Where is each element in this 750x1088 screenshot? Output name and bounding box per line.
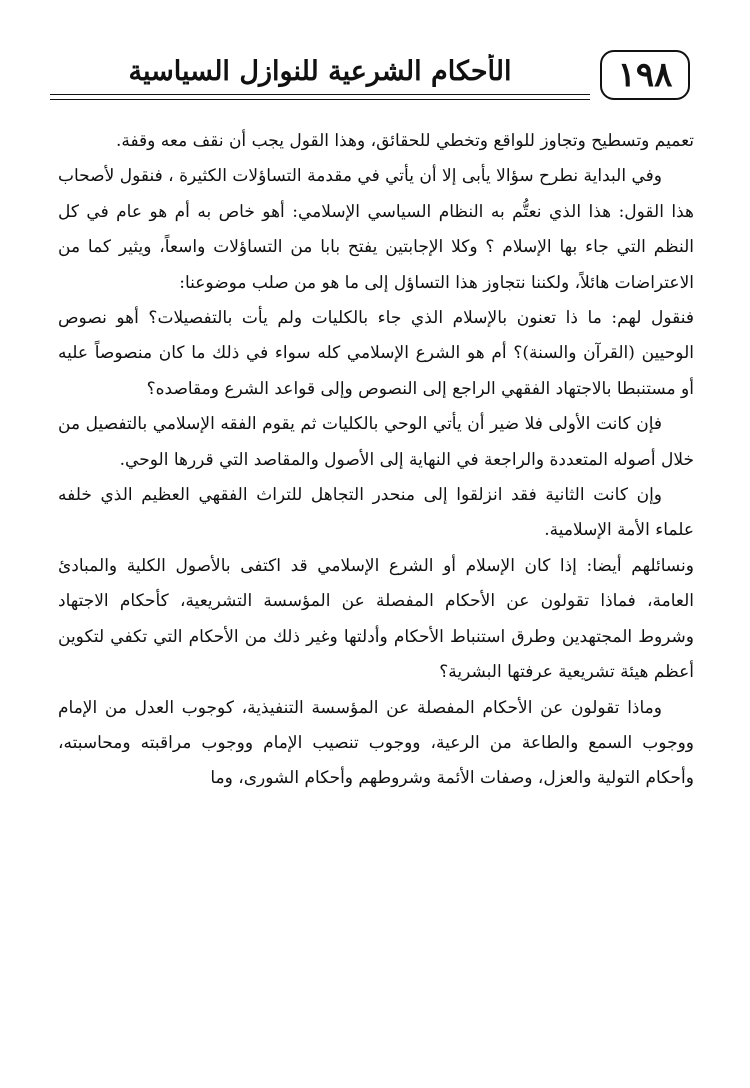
paragraph: ونسائلهم أيضا: إذا كان الإسلام أو الشرع الإسلامي قد اكتفى بالأصول الكلية والمبادئ العامة، فماذا تقولون عن الأحكام المفصلة عن المؤسسة التشريعية، كأحكام الاجتهاد وشروط المجتهدين وطرق استنباط الأحكام وأدلتها وغير ذلك من الأحكام التي تكفي لتكوين أعظم هيئة تشريعية عرفتها البشرية؟	[58, 555, 694, 683]
page-number: ١٩٨	[600, 50, 690, 100]
paragraph: وإن كانت الثانية فقد انزلقوا إلى منحدر التجاهل للتراث الفقهي العظيم الذي خلفه علماء الأمة الإسلامية.	[58, 485, 694, 541]
header-rule-thin	[50, 99, 590, 100]
running-title: الأحكام الشرعية للنوازل السياسية	[128, 56, 512, 87]
paragraph: فإن كانت الأولى فلا ضير أن يأتي الوحي بالكليات ثم يقوم الفقه الإسلامي بالتفصيل من خلال أصوله المتعددة والراجعة في النهاية إلى الأصول والمقاصد التي قررها الوحي.	[58, 414, 694, 470]
paragraph: وفي البداية نطرح سؤالا يأبى إلا أن يأتي في مقدمة التساؤلات الكثيرة ، فنقول لأصحاب هذا القول: هذا الذي نعتُّم به النظام السياسي الإسلامي: أهو خاص به أم هو عام في كل النظم التي جاء بها الإسلام ؟ وكلا الإجابتين يفتح بابا من التساؤلات واسعاً، ويثير كما من الاعتراضات هائلاً، ولكننا نتجاوز هذا التساؤل إلى ما هو من صلب موضوعنا:	[58, 166, 694, 293]
paragraph: فنقول لهم: ما ذا تعنون بالإسلام الذي جاء بالكليات ولم يأت بالتفصيلات؟ أهو نصوص الوحيين (القرآن والسنة)؟ أم هو الشرع الإسلامي كله سواء في ذلك ما كان منصوصاً عليه أو مستنبطا بالاجتهاد الفقهي الراجع إلى النصوص وإلى قواعد الشرع ومقاصده؟	[58, 308, 694, 399]
header-rule	[50, 94, 590, 95]
paragraph: تعميم وتسطيح وتجاوز للواقع وتخطي للحقائق، وهذا القول يجب أن نقف معه وقفة.	[115, 131, 694, 151]
page-header	[50, 44, 690, 110]
paragraph: وماذا تقولون عن الأحكام المفصلة عن المؤسسة التنفيذية، كوجوب العدل من الإمام ووجوب السمع والطاعة من الرعية، ووجوب تنصيب الإمام ووجوب مراقبته ومحاسبته، وأحكام التولية والعزل، وصفات الأئمة وشروطهم وأحكام الشورى، وما	[58, 697, 694, 789]
page-body	[58, 124, 694, 797]
